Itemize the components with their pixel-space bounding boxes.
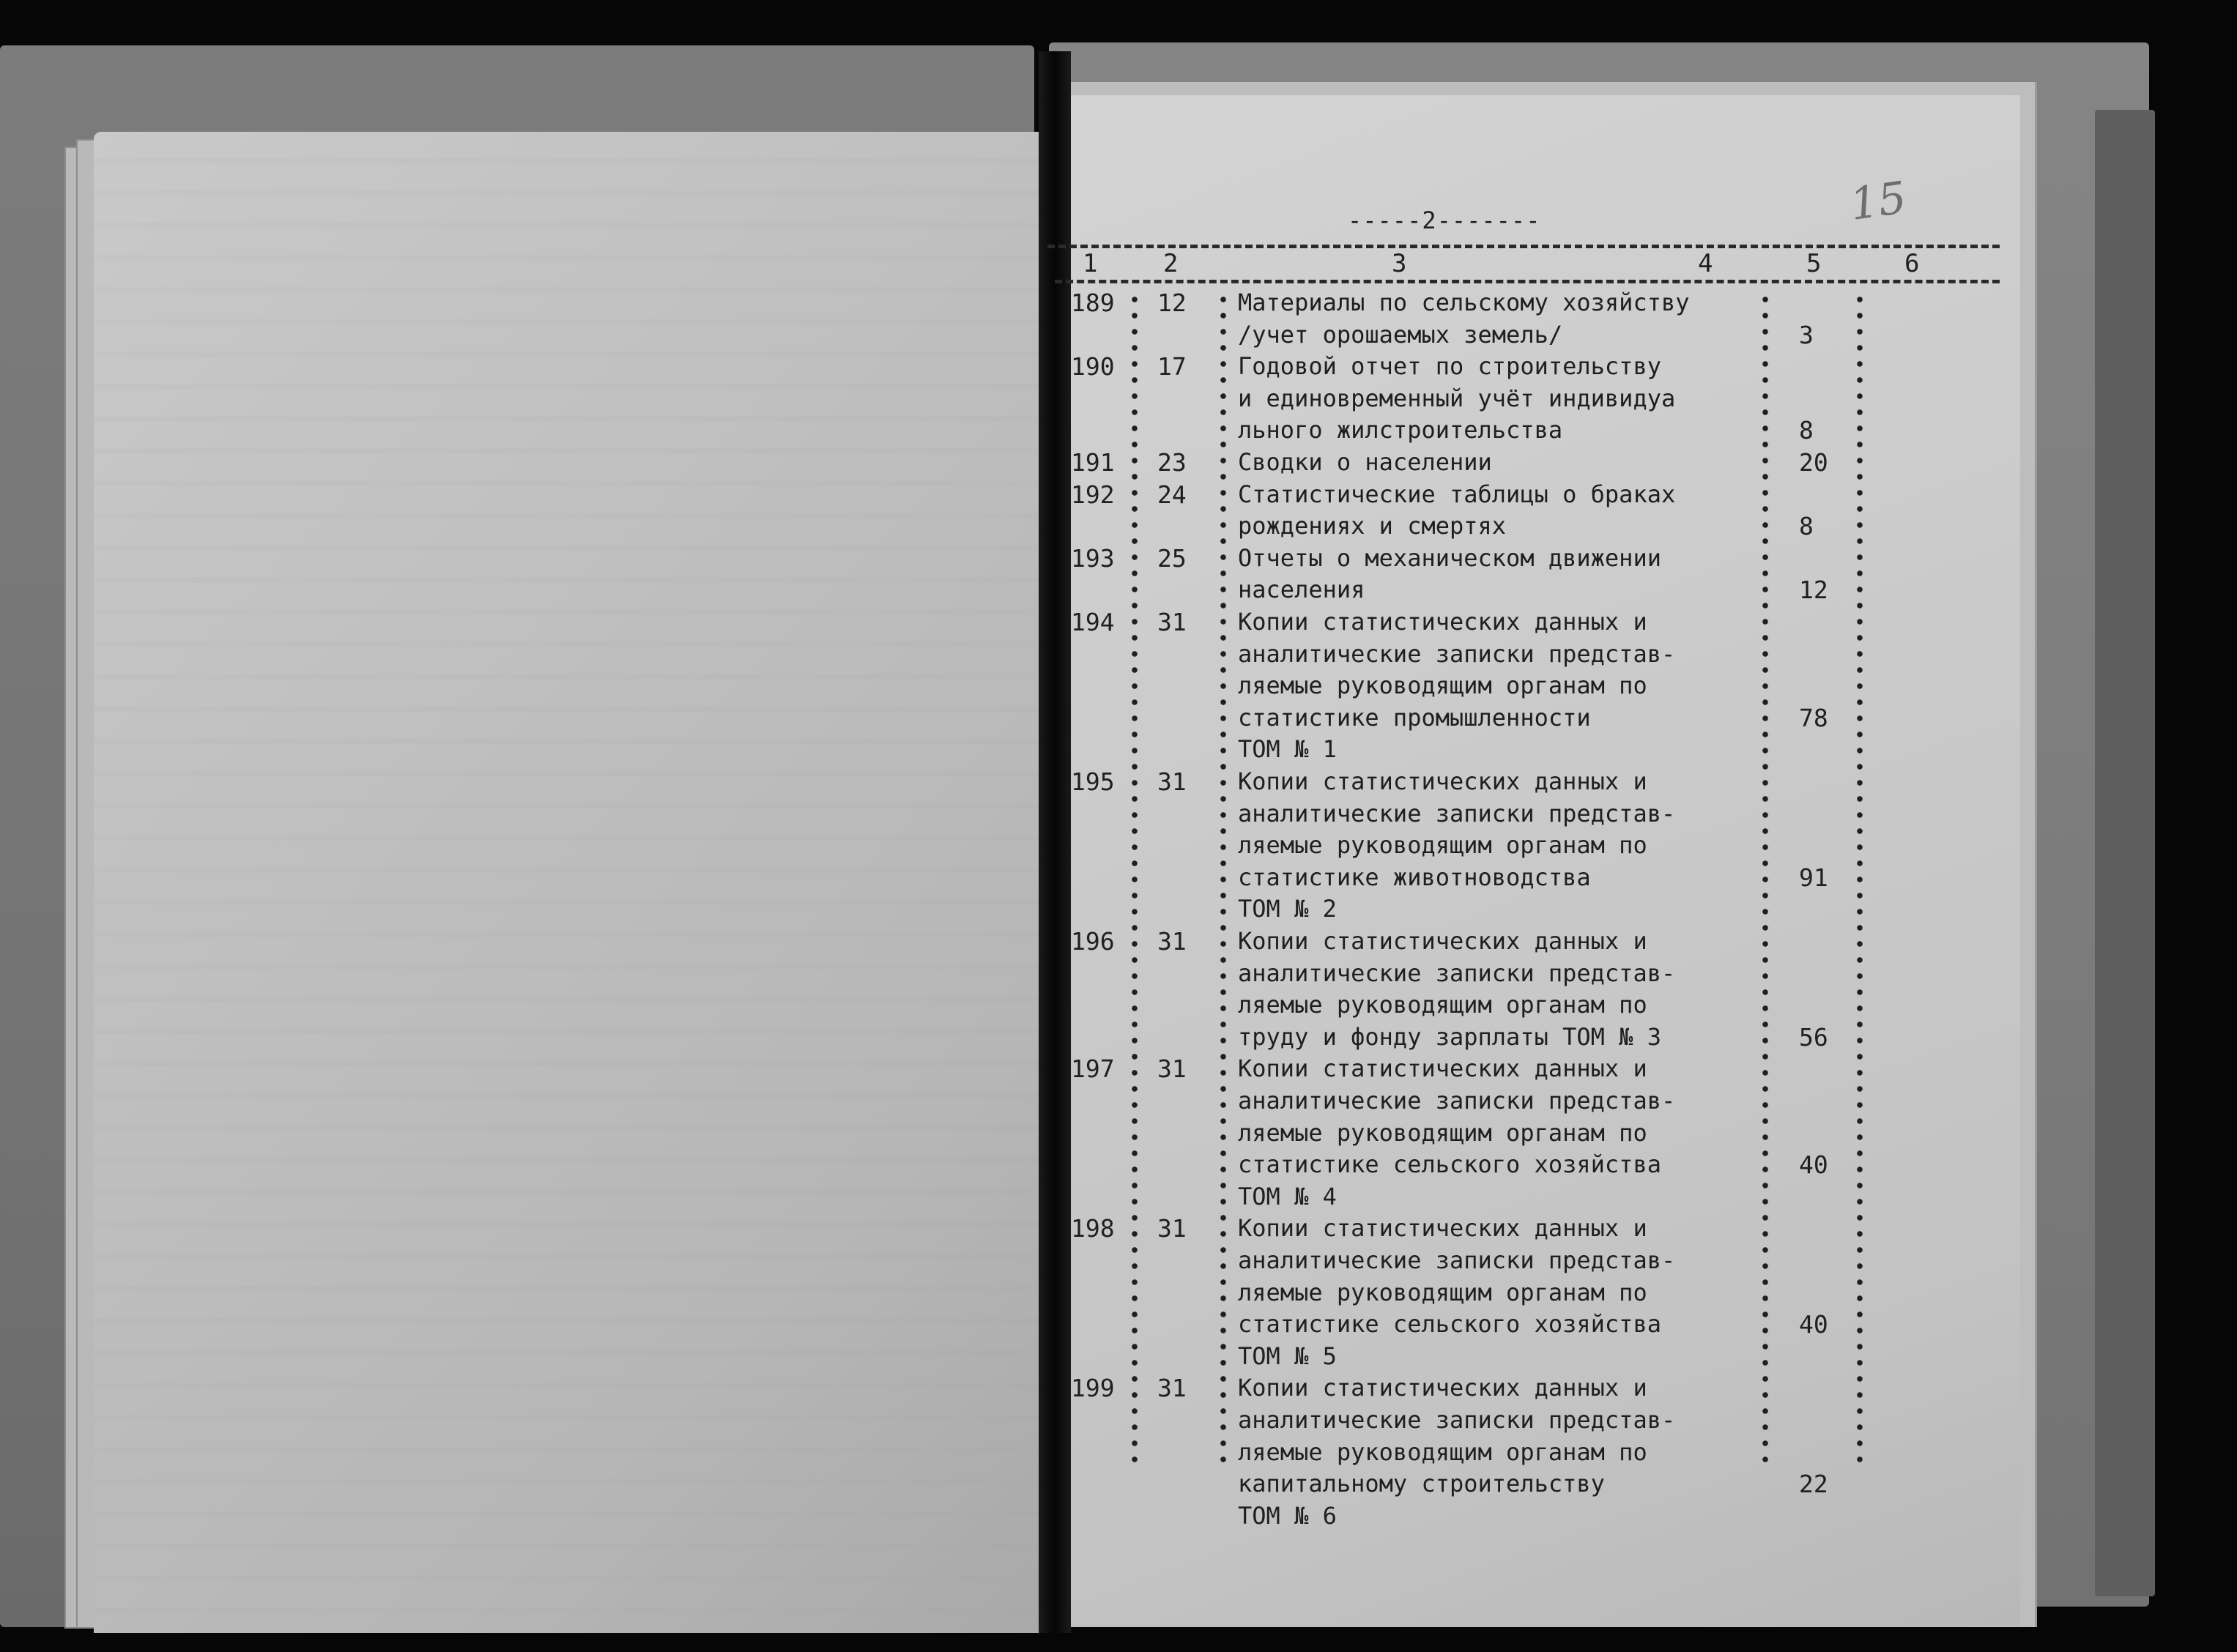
title-line: Отчеты о механическом движении [1238, 543, 1661, 572]
column-separator [1220, 291, 1226, 1470]
group-code: 24 [1157, 480, 1187, 509]
row-number: 191 [1071, 448, 1115, 477]
sheet-count: 22 [1799, 1470, 1828, 1499]
archive-folio-mark: 15 [1847, 172, 1910, 231]
title-line: труду и фонду зарплаты ТОМ № 3 [1238, 1022, 1661, 1051]
title-line: Сводки о населении [1238, 448, 1492, 476]
column-header: 4 [1698, 249, 1713, 278]
title-line: ляемые руководящим органам по [1238, 1118, 1647, 1147]
column-header: 1 [1083, 249, 1098, 278]
group-code: 31 [1157, 767, 1187, 796]
sheet-count: 3 [1799, 320, 1814, 349]
sheet-count: 8 [1799, 416, 1814, 445]
title-line: Копии статистических данных и [1238, 1054, 1647, 1083]
title-line: ТОМ № 5 [1238, 1342, 1337, 1370]
title-line: ТОМ № 4 [1238, 1182, 1337, 1210]
title-line: капитальному строительству [1238, 1470, 1605, 1498]
group-code: 31 [1157, 1214, 1187, 1243]
row-number: 196 [1071, 927, 1115, 956]
title-line: населения [1238, 576, 1365, 604]
title-line: статистике животноводства [1238, 863, 1591, 891]
row-number: 192 [1071, 480, 1115, 509]
group-code: 31 [1157, 1374, 1187, 1403]
title-line: Копии статистических данных и [1238, 1214, 1647, 1243]
title-line: ляемые руководящим органам по [1238, 1437, 1647, 1466]
title-line: Копии статистических данных и [1238, 608, 1647, 636]
title-line: аналитические записки представ- [1238, 799, 1676, 827]
title-line: Копии статистических данных и [1238, 767, 1647, 795]
title-line: /учет орошаемых земель/ [1238, 320, 1563, 349]
sheet-count: 8 [1799, 512, 1814, 541]
sheet-count: 20 [1799, 448, 1828, 477]
title-line: аналитические записки представ- [1238, 639, 1676, 668]
title-line: Статистические таблицы о браках [1238, 480, 1676, 508]
title-line: статистике сельского хозяйства [1238, 1150, 1661, 1179]
cover-edge [2095, 110, 2155, 1596]
row-number: 195 [1071, 767, 1115, 796]
header-rule-bottom [1055, 280, 2000, 283]
title-line: льного жилстроительства [1238, 416, 1563, 444]
row-number: 189 [1071, 289, 1115, 317]
group-code: 25 [1157, 543, 1187, 573]
sheet-count: 78 [1799, 703, 1828, 732]
sheet-count: 40 [1799, 1310, 1828, 1339]
sheet-count: 56 [1799, 1022, 1828, 1052]
sheet-count: 12 [1799, 576, 1828, 605]
show-through-texture [94, 132, 1039, 1633]
column-header: 3 [1392, 249, 1407, 278]
title-line: рождениях и смертях [1238, 512, 1507, 540]
title-line: Копии статистических данных и [1238, 1374, 1647, 1402]
group-code: 31 [1157, 608, 1187, 636]
column-separator [1762, 291, 1768, 1470]
column-separator [1132, 291, 1138, 1470]
row-number: 199 [1071, 1374, 1115, 1403]
column-header: 6 [1904, 249, 1920, 278]
column-separator [1857, 291, 1863, 1470]
group-code: 31 [1157, 927, 1187, 956]
column-header: 5 [1806, 249, 1822, 278]
title-line: ляемые руководящим органам по [1238, 1278, 1647, 1306]
book-gutter [1039, 51, 1071, 1633]
row-number: 198 [1071, 1214, 1115, 1243]
title-line: аналитические записки представ- [1238, 1087, 1676, 1115]
header-rule-top [1047, 245, 2000, 248]
column-header: 2 [1163, 249, 1179, 278]
left-page [94, 132, 1039, 1633]
title-line: статистике промышленности [1238, 703, 1591, 732]
group-code: 12 [1157, 289, 1187, 317]
title-line: ТОМ № 1 [1238, 735, 1337, 764]
page-number: -----2------- [1348, 206, 1541, 234]
group-code: 31 [1157, 1054, 1187, 1084]
title-line: статистике сельского хозяйства [1238, 1310, 1661, 1339]
title-line: ТОМ № 6 [1238, 1501, 1337, 1530]
group-code: 23 [1157, 448, 1187, 477]
title-line: Материалы по сельскому хозяйству [1238, 289, 1690, 316]
title-line: аналитические записки представ- [1238, 959, 1676, 987]
title-line: и единовременный учёт индивидуа [1238, 384, 1676, 412]
group-code: 17 [1157, 352, 1187, 382]
sheet-count: 40 [1799, 1150, 1828, 1180]
row-number: 193 [1071, 543, 1115, 573]
row-number: 197 [1071, 1054, 1115, 1084]
title-line: аналитические записки представ- [1238, 1246, 1676, 1274]
title-line: ТОМ № 2 [1238, 895, 1337, 923]
title-line: аналитические записки представ- [1238, 1406, 1676, 1434]
title-line: ляемые руководящим органам по [1238, 831, 1647, 860]
title-line: ляемые руководящим органам по [1238, 991, 1647, 1019]
title-line: ляемые руководящим органам по [1238, 671, 1647, 700]
row-number: 194 [1071, 608, 1115, 636]
row-number: 190 [1071, 352, 1115, 382]
title-line: Годовой отчет по строительству [1238, 352, 1661, 381]
title-line: Копии статистических данных и [1238, 927, 1647, 955]
sheet-count: 91 [1799, 863, 1828, 892]
